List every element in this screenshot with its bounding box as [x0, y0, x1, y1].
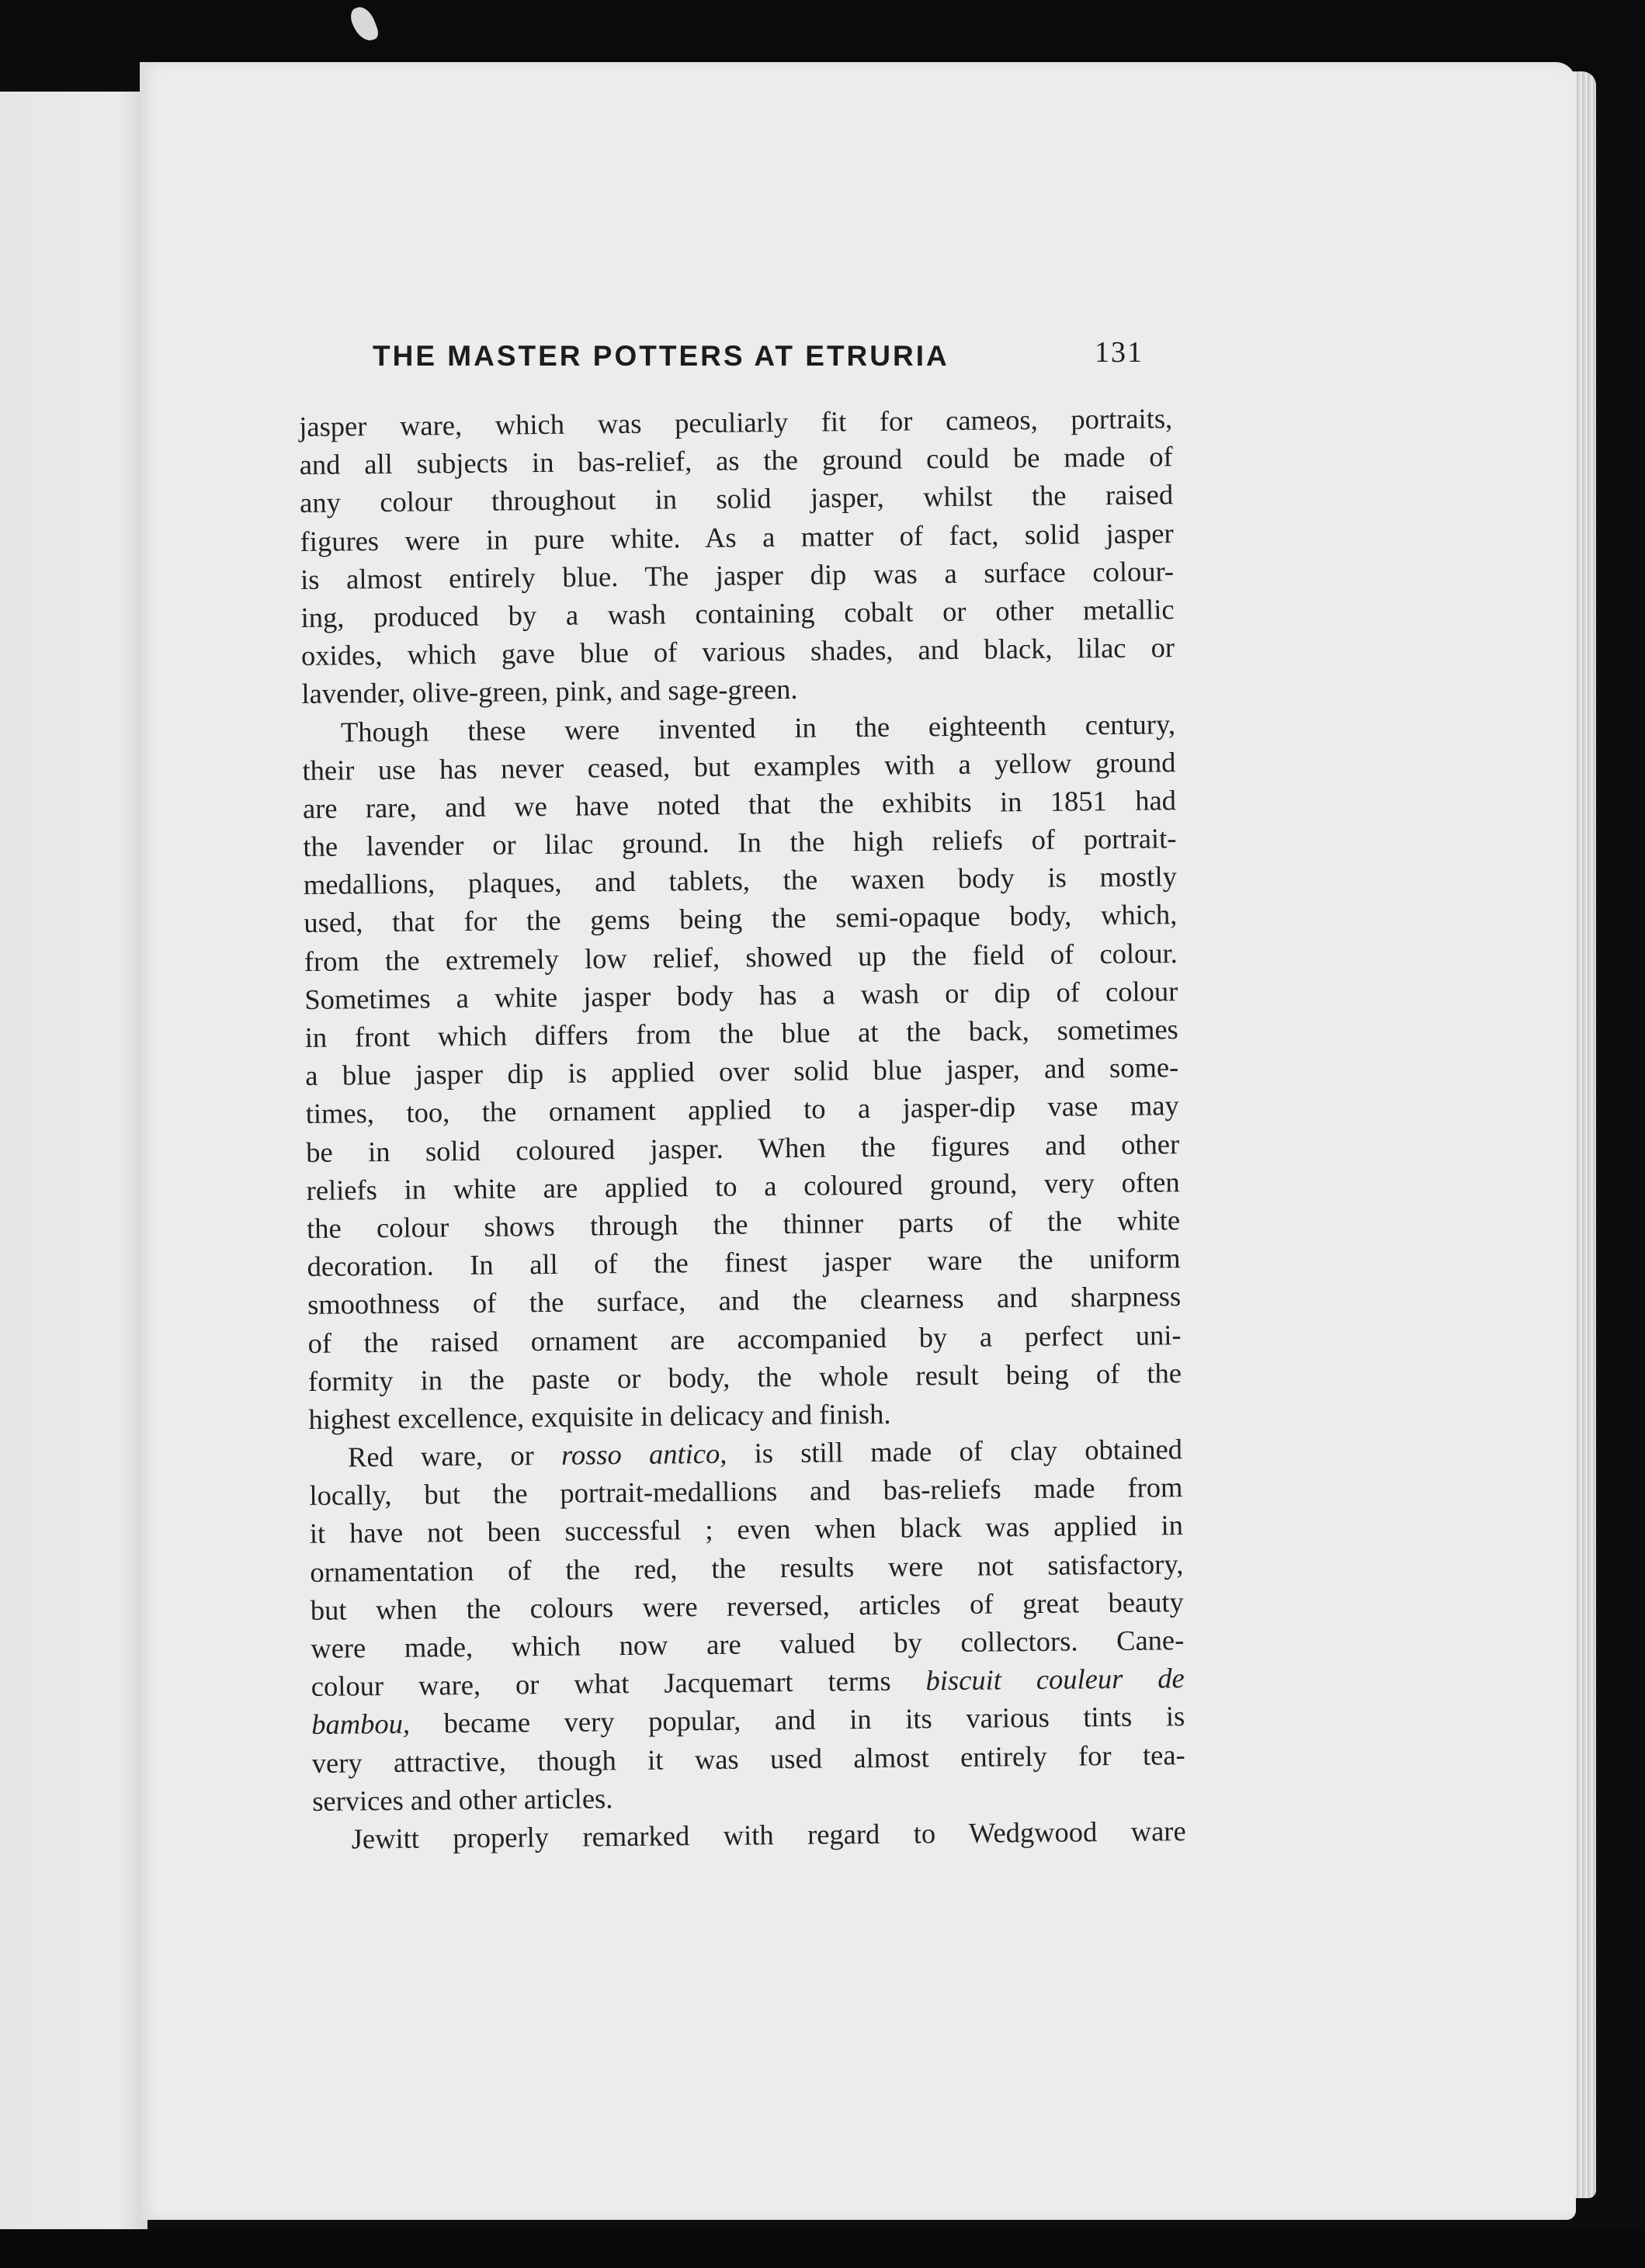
text-line: ornamentation of the red, the results were not satisfactory,	[310, 1547, 1184, 1588]
text-line: of the raised ornament are accompanied by a perfect uni-	[307, 1318, 1182, 1359]
italic-phrase: rosso antico,	[560, 1437, 727, 1471]
text-line: locally, but the portrait-medallions and bas-reliefs made from	[309, 1471, 1183, 1512]
text-line: and all subjects in bas-relief, as the ground could be made of	[299, 440, 1173, 481]
text-line: formity in the paste or body, the whole result being of the	[307, 1356, 1182, 1397]
text-line: highest excellence, exquisite in delicacy and finish.	[308, 1397, 891, 1435]
text-line: Though these were invented in the eighteenth century,	[340, 707, 1176, 747]
running-head	[373, 335, 1164, 382]
text-line: any colour throughout in solid jasper, whilst the raised	[299, 478, 1174, 519]
text-line: figures were in pure white. As a matter of fact, solid jasper	[300, 516, 1174, 557]
text-line: but when the colours were reversed, articles of great beauty	[310, 1585, 1185, 1626]
text-line: lavender, olive-green, pink, and sage-green.	[301, 673, 798, 710]
running-head-title: THE MASTER POTTERS AT ETRURIA	[373, 340, 949, 372]
text-line: oxides, which gave blue of various shades, and black, lilac or	[300, 631, 1175, 672]
facing-page-edge	[0, 92, 147, 2232]
text-segment: is still made of clay obtained	[727, 1433, 1183, 1469]
text-line: medallions, plaques, and tablets, the waxen body is mostly	[303, 860, 1178, 901]
text-line: from the extremely low relief, showed up the field of colour.	[304, 936, 1178, 977]
text-line: in front which differs from the blue at the back, sometimes	[304, 1013, 1178, 1053]
text-segment: became very popular, and in its various tints is	[409, 1700, 1185, 1740]
text-line: the lavender or lilac ground. In the high reliefs of portrait-	[303, 822, 1177, 863]
text-line: jasper ware, which was peculiarly fit for cameos, portraits,	[299, 402, 1173, 442]
text-line: be in solid coloured jasper. When the figures and other	[306, 1127, 1180, 1168]
text-line: used, that for the gems being the semi-opaque body, which,	[304, 898, 1178, 939]
page-number: 131	[1095, 336, 1144, 369]
text-line: a blue jasper dip is applied over solid blue jasper, and some-	[305, 1051, 1179, 1092]
text-line: it have not been successful ; even when black was applied in	[309, 1509, 1184, 1550]
text-line: reliefs in white are applied to a coloured ground, very often	[306, 1165, 1180, 1206]
italic-phrase: biscuit couleur de	[925, 1662, 1185, 1697]
text-line: decoration. In all of the finest jasper ware the uniform	[307, 1242, 1181, 1283]
text-line: ing, produced by a wash containing cobalt or other metallic	[300, 593, 1175, 633]
text-line: times, too, the ornament applied to a jasper-dip vase may	[305, 1089, 1179, 1130]
text-line: were made, which now are valued by collectors. Cane-	[311, 1624, 1185, 1664]
text-line: very attractive, though it was used almost entirely for tea-	[311, 1738, 1185, 1779]
text-line: is almost entirely blue. The jasper dip was a surface colour-	[300, 554, 1175, 595]
text-line: the colour shows through the thinner parts of the white	[306, 1204, 1181, 1244]
text-line: services and other articles.	[312, 1781, 613, 1817]
text-line: their use has never ceased, but examples with a yellow ground	[302, 745, 1176, 786]
scan-background-bottom	[0, 2229, 1645, 2268]
text-line: are rare, and we have noted that the exhibits in 1851 had	[302, 784, 1177, 824]
text-segment: colour ware, or what Jacquemart terms	[311, 1664, 926, 1703]
text-segment: Red ware, or	[347, 1438, 562, 1473]
text-line: Jewitt properly remarked with regard to Wedgwood ware	[351, 1815, 1186, 1855]
text-line: smoothness of the surface, and the clearness and sharpness	[307, 1280, 1182, 1321]
italic-phrase: bambou,	[311, 1708, 411, 1741]
text-line: Sometimes a white jasper body has a wash or dip of colour	[304, 974, 1178, 1015]
body-text	[299, 399, 1186, 1858]
